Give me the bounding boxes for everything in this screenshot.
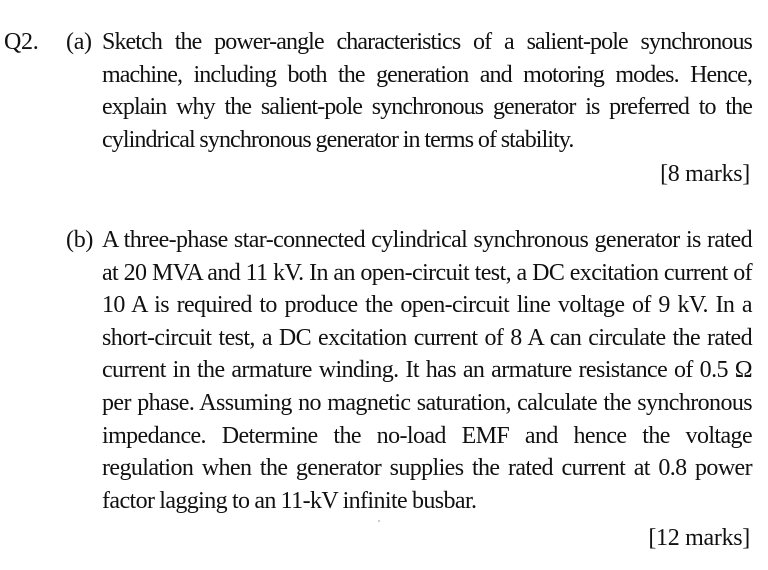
part-b-label: (b) [66, 227, 94, 253]
question-part-a [66, 26, 752, 156]
part-b-text: A three-phase star-connected cylindrical synchronous generator is rated at 20 MVA and 11 kV. In an open-circuit test, a DC excitation current of 10 A is required to produce the open-circuit line voltage of 9 kV. In a short-circuit test, a DC excitation current of 8 A can circulate the rated current in the armature winding. It has an armature resistance of 0.5 Ω per phase. Assuming no magnetic saturation, calculate the synchronous impedance. Determine the no-load EMF and hence the voltage regulation when the generator supplies the rated current at 0.8 power factor lagging to an 11-kV infinite busbar. [102, 227, 752, 514]
question-part-b [66, 224, 752, 517]
part-b-marks: [12 marks] [648, 525, 750, 551]
part-a-marks: [8 marks] [660, 161, 750, 187]
question-number: Q2. [4, 29, 39, 55]
scan-speck [378, 520, 380, 522]
part-a-text: Sketch the power-angle characteristics of a salient-pole synchronous machine, including both the generation and motoring modes. Hence, explain why the salient-pole synchronous generator is preferred to the cylindrical synchronous generator in terms of stability. [102, 29, 752, 153]
part-a-label: (a) [66, 29, 92, 55]
